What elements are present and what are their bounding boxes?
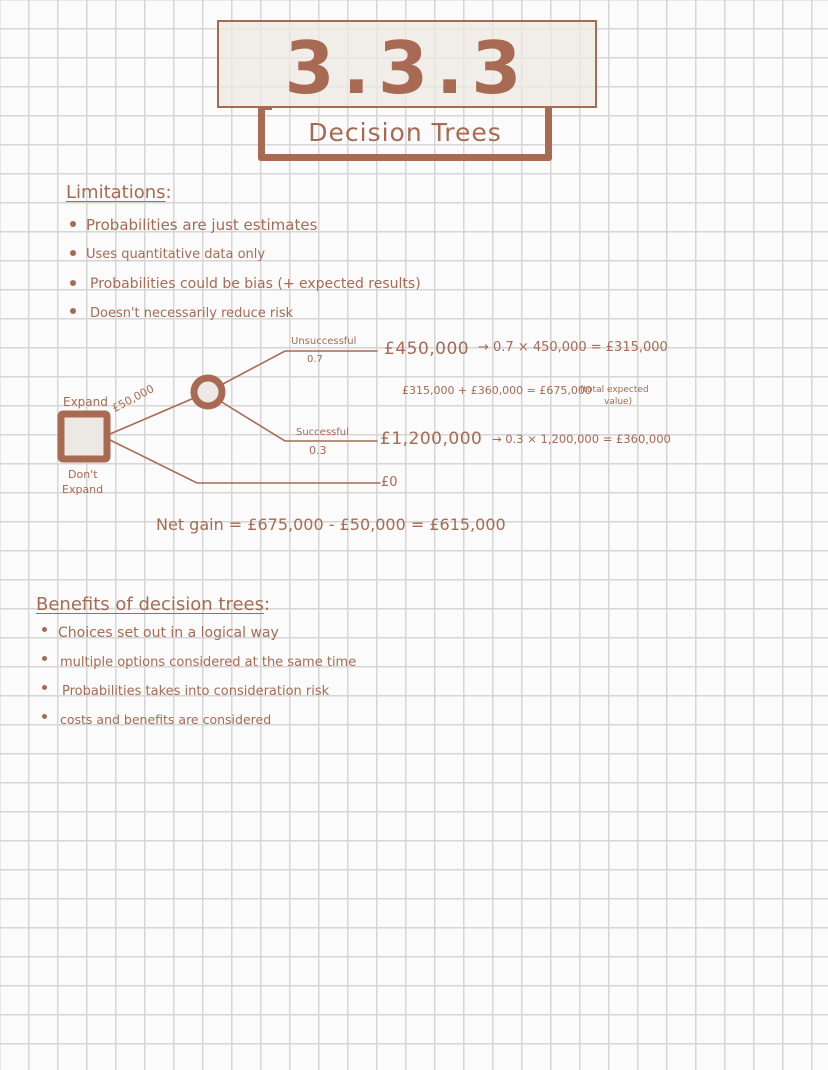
list-item: Probabilities could be bias (+ expected results) <box>70 276 421 292</box>
branch-outcome-label: Unsuccessful <box>291 336 357 347</box>
branch-calculation: → 0.3 × 1,200,000 = £360,000 <box>492 432 671 446</box>
list-item: Probabilities are just estimates <box>70 216 317 234</box>
bullet-icon <box>42 627 47 632</box>
list-item: Choices set out in a logical way <box>42 625 279 641</box>
net-gain: Net gain = £675,000 - £50,000 = £615,000 <box>156 515 506 534</box>
heading-colon: : <box>165 182 172 203</box>
list-item: Uses quantitative data only <box>70 246 265 262</box>
section-number: 3.3.3 <box>284 26 530 110</box>
list-item: multiple options considered at the same time <box>42 654 356 670</box>
expand-label: Expand <box>63 395 108 409</box>
list-item: Doesn't necessarily reduce risk <box>70 305 293 321</box>
total-expected-value: £315,000 + £360,000 = £675,000 <box>402 384 592 397</box>
branch-probability: 0.7 <box>307 354 323 365</box>
benefits-heading: Benefits of decision trees <box>36 594 264 615</box>
bullet-icon <box>42 714 47 719</box>
branch-outcome-label: Successful <box>296 427 349 438</box>
branch-value: £450,000 <box>384 339 470 359</box>
dont-expand-label-line2: Expand <box>62 483 104 496</box>
benefits-section <box>36 594 270 615</box>
dont-expand-label-line1: Don't <box>68 468 98 481</box>
list-item: Probabilities takes into consideration risk <box>42 683 329 699</box>
page-title: Decision Trees <box>308 118 502 147</box>
branch-calculation: → 0.7 × 450,000 = £315,000 <box>478 340 668 355</box>
bullet-icon <box>42 685 47 690</box>
branch-value: £1,200,000 <box>380 429 483 449</box>
heading-colon: : <box>263 594 271 615</box>
cost-label: £50,000 <box>109 382 157 415</box>
total-expected-note-2: value) <box>604 397 633 407</box>
limitations-heading: Limitations <box>66 182 166 203</box>
list-item: costs and benefits are considered <box>42 712 271 728</box>
total-expected-note: (total expected <box>580 385 649 395</box>
dont-expand-value: £0 <box>381 475 398 490</box>
decision-node-square <box>61 414 107 459</box>
chance-node-circle <box>194 378 222 406</box>
branch-probability: 0.3 <box>309 444 327 457</box>
bullet-icon <box>42 656 47 661</box>
